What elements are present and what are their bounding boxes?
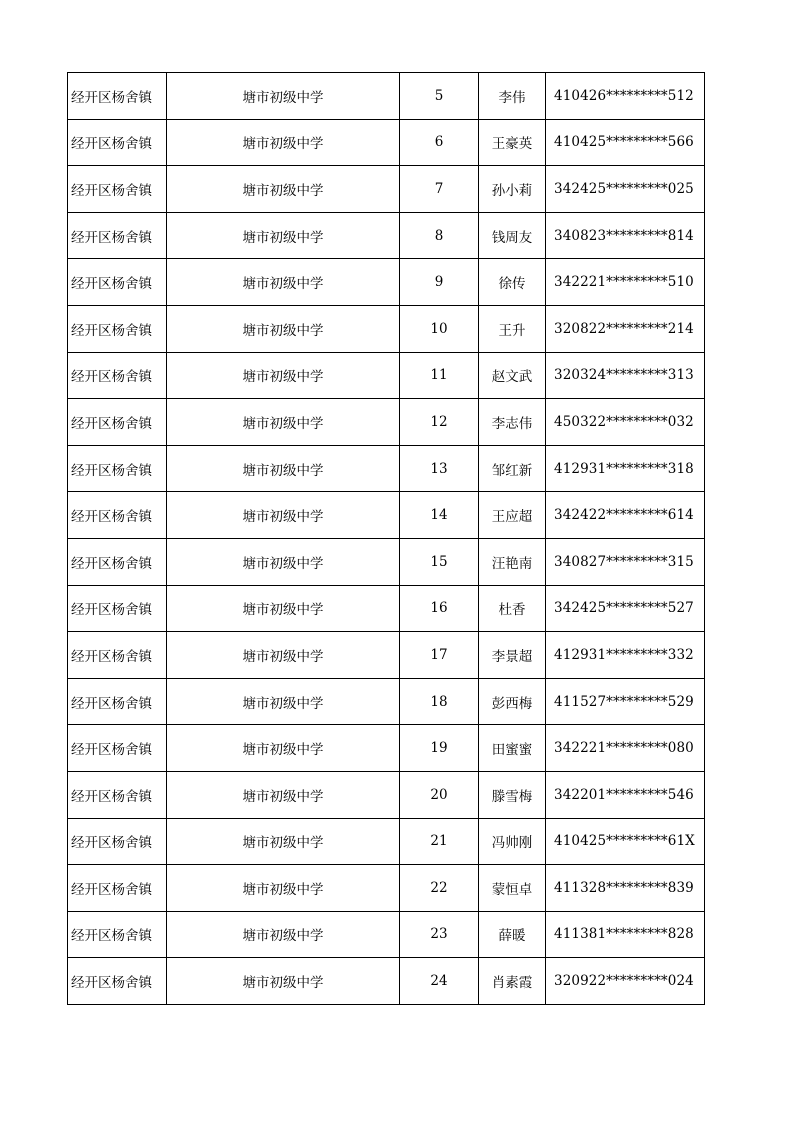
id-number-cell: 320324*********313: [546, 352, 705, 399]
person-name-cell: 冯帅刚: [479, 818, 546, 865]
number-cell: 12: [400, 399, 479, 446]
roster-table-body: [68, 73, 705, 1005]
region-cell: 经开区杨舍镇: [68, 119, 167, 166]
school-cell: 塘市初级中学: [167, 771, 400, 818]
id-number-cell: 342201*********546: [546, 771, 705, 818]
number-cell: 16: [400, 585, 479, 632]
region-cell: 经开区杨舍镇: [68, 352, 167, 399]
school-cell: 塘市初级中学: [167, 259, 400, 306]
id-number-cell: 410425*********61X: [546, 818, 705, 865]
id-number-cell: 320822*********214: [546, 305, 705, 352]
person-name-cell: 王升: [479, 305, 546, 352]
region-cell: 经开区杨舍镇: [68, 538, 167, 585]
id-number-cell: 411381*********828: [546, 911, 705, 958]
number-cell: 10: [400, 305, 479, 352]
school-cell: 塘市初级中学: [167, 818, 400, 865]
table-row: [68, 771, 705, 818]
table-row: [68, 958, 705, 1005]
table-row: [68, 492, 705, 539]
id-number-cell: 412931*********318: [546, 445, 705, 492]
region-cell: 经开区杨舍镇: [68, 73, 167, 120]
table-row: [68, 166, 705, 213]
region-cell: 经开区杨舍镇: [68, 818, 167, 865]
table-row: [68, 911, 705, 958]
id-number-cell: 340827*********315: [546, 538, 705, 585]
region-cell: 经开区杨舍镇: [68, 771, 167, 818]
roster-table: [67, 72, 705, 1005]
number-cell: 21: [400, 818, 479, 865]
number-cell: 20: [400, 771, 479, 818]
table-row: [68, 212, 705, 259]
number-cell: 17: [400, 632, 479, 679]
region-cell: 经开区杨舍镇: [68, 678, 167, 725]
table-row: [68, 119, 705, 166]
person-name-cell: 彭西梅: [479, 678, 546, 725]
number-cell: 6: [400, 119, 479, 166]
region-cell: 经开区杨舍镇: [68, 725, 167, 772]
id-number-cell: 342422*********614: [546, 492, 705, 539]
region-cell: 经开区杨舍镇: [68, 865, 167, 912]
id-number-cell: 342221*********080: [546, 725, 705, 772]
region-cell: 经开区杨舍镇: [68, 958, 167, 1005]
region-cell: 经开区杨舍镇: [68, 305, 167, 352]
number-cell: 13: [400, 445, 479, 492]
person-name-cell: 王豪英: [479, 119, 546, 166]
id-number-cell: 410426*********512: [546, 73, 705, 120]
person-name-cell: 杜香: [479, 585, 546, 632]
person-name-cell: 李志伟: [479, 399, 546, 446]
school-cell: 塘市初级中学: [167, 492, 400, 539]
id-number-cell: 412931*********332: [546, 632, 705, 679]
school-cell: 塘市初级中学: [167, 911, 400, 958]
id-number-cell: 411527*********529: [546, 678, 705, 725]
table-row: [68, 305, 705, 352]
number-cell: 8: [400, 212, 479, 259]
person-name-cell: 薛暖: [479, 911, 546, 958]
school-cell: 塘市初级中学: [167, 865, 400, 912]
table-row: [68, 818, 705, 865]
person-name-cell: 孙小莉: [479, 166, 546, 213]
table-row: [68, 725, 705, 772]
school-cell: 塘市初级中学: [167, 73, 400, 120]
region-cell: 经开区杨舍镇: [68, 632, 167, 679]
id-number-cell: 342425*********527: [546, 585, 705, 632]
table-row: [68, 399, 705, 446]
school-cell: 塘市初级中学: [167, 305, 400, 352]
person-name-cell: 蒙恒卓: [479, 865, 546, 912]
table-row: [68, 585, 705, 632]
number-cell: 24: [400, 958, 479, 1005]
person-name-cell: 肖素霞: [479, 958, 546, 1005]
school-cell: 塘市初级中学: [167, 678, 400, 725]
number-cell: 18: [400, 678, 479, 725]
region-cell: 经开区杨舍镇: [68, 399, 167, 446]
number-cell: 22: [400, 865, 479, 912]
school-cell: 塘市初级中学: [167, 958, 400, 1005]
person-name-cell: 田蜜蜜: [479, 725, 546, 772]
number-cell: 5: [400, 73, 479, 120]
person-name-cell: 汪艳南: [479, 538, 546, 585]
table-row: [68, 865, 705, 912]
school-cell: 塘市初级中学: [167, 632, 400, 679]
person-name-cell: 王应超: [479, 492, 546, 539]
region-cell: 经开区杨舍镇: [68, 166, 167, 213]
number-cell: 23: [400, 911, 479, 958]
id-number-cell: 320922*********024: [546, 958, 705, 1005]
number-cell: 15: [400, 538, 479, 585]
table-row: [68, 73, 705, 120]
id-number-cell: 342221*********510: [546, 259, 705, 306]
person-name-cell: 钱周友: [479, 212, 546, 259]
person-name-cell: 李伟: [479, 73, 546, 120]
id-number-cell: 410425*********566: [546, 119, 705, 166]
region-cell: 经开区杨舍镇: [68, 492, 167, 539]
school-cell: 塘市初级中学: [167, 119, 400, 166]
table-row: [68, 632, 705, 679]
school-cell: 塘市初级中学: [167, 212, 400, 259]
school-cell: 塘市初级中学: [167, 538, 400, 585]
id-number-cell: 450322*********032: [546, 399, 705, 446]
school-cell: 塘市初级中学: [167, 166, 400, 213]
number-cell: 14: [400, 492, 479, 539]
table-row: [68, 678, 705, 725]
school-cell: 塘市初级中学: [167, 725, 400, 772]
school-cell: 塘市初级中学: [167, 352, 400, 399]
school-cell: 塘市初级中学: [167, 585, 400, 632]
region-cell: 经开区杨舍镇: [68, 445, 167, 492]
number-cell: 7: [400, 166, 479, 213]
person-name-cell: 徐传: [479, 259, 546, 306]
table-row: [68, 259, 705, 306]
number-cell: 19: [400, 725, 479, 772]
region-cell: 经开区杨舍镇: [68, 259, 167, 306]
table-row: [68, 445, 705, 492]
person-name-cell: 滕雪梅: [479, 771, 546, 818]
table-row: [68, 538, 705, 585]
id-number-cell: 411328*********839: [546, 865, 705, 912]
region-cell: 经开区杨舍镇: [68, 212, 167, 259]
id-number-cell: 340823*********814: [546, 212, 705, 259]
region-cell: 经开区杨舍镇: [68, 585, 167, 632]
region-cell: 经开区杨舍镇: [68, 911, 167, 958]
id-number-cell: 342425*********025: [546, 166, 705, 213]
number-cell: 9: [400, 259, 479, 306]
person-name-cell: 邹红新: [479, 445, 546, 492]
person-name-cell: 赵文武: [479, 352, 546, 399]
school-cell: 塘市初级中学: [167, 399, 400, 446]
school-cell: 塘市初级中学: [167, 445, 400, 492]
table-row: [68, 352, 705, 399]
person-name-cell: 李景超: [479, 632, 546, 679]
number-cell: 11: [400, 352, 479, 399]
